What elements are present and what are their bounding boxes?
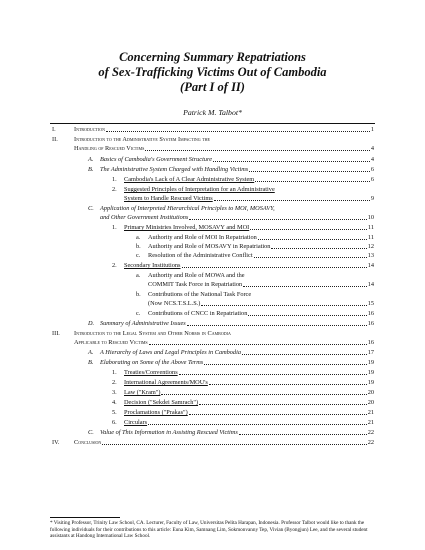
toc-text: Authority and Role of MOWA and the (148, 272, 245, 279)
toc-leader (248, 315, 366, 316)
toc-num: B. (88, 166, 94, 173)
toc-num: c. (136, 310, 141, 317)
toc-entry[interactable] (124, 419, 374, 427)
toc-num: II. (52, 136, 58, 143)
footnote: * Visiting Professor, Trinity Law School, CA. Lecturer, Faculty of Law, Universitas Pelita Harapan, Indonesia. Professor Talbot would like to thank the following individuals for their contributions to this article: Euna Kim, Samnang Lim, Sokmonvanny Tep, Vivian (Byongjun) Lee, and the several student assistants at Handong International Law School. (50, 520, 368, 540)
toc-num: 4. (112, 399, 117, 406)
toc-entry[interactable] (148, 310, 374, 318)
toc-num: c. (136, 252, 141, 259)
toc-leader (149, 344, 367, 345)
toc-leader (213, 161, 370, 162)
toc-num: A. (88, 349, 94, 356)
toc-text: Resolution of the Administrative Conflict (148, 252, 253, 259)
toc-entry[interactable] (74, 145, 374, 153)
toc-text: Authority and Role of MOI In Repatriation (148, 234, 257, 241)
toc-text: Proclamations ("Prakas") (124, 409, 188, 416)
toc-text: Introduction (74, 126, 105, 133)
toc-entry[interactable] (124, 409, 374, 417)
toc-entry[interactable] (148, 281, 374, 289)
toc-leader (102, 444, 366, 445)
toc-page: 9 (370, 195, 374, 202)
toc-page: 19 (367, 379, 374, 386)
toc-text: Authority and Role of MOSAVY in Repatriation (148, 243, 271, 250)
toc-page: 4 (370, 156, 374, 163)
toc-page: 11 (367, 234, 374, 241)
toc-num: a. (136, 234, 141, 241)
toc-leader (187, 325, 367, 326)
toc-leader (254, 257, 367, 258)
title-line-1: Concerning Summary Repatriations (119, 50, 306, 64)
toc-text: Summary of Administrative Issues (100, 320, 186, 327)
toc-entry[interactable] (100, 320, 374, 328)
toc-leader (271, 248, 366, 249)
toc-page: 15 (367, 300, 374, 307)
toc-page: 13 (367, 252, 374, 259)
toc-entry[interactable] (74, 126, 374, 134)
footnote-rule (50, 517, 120, 518)
toc-text: A Hierarchy of Laws and Legal Principles in Cambodia (100, 349, 241, 356)
toc-text-cont: and Other Government Institutions (100, 214, 189, 221)
toc-page: 16 (367, 310, 374, 317)
toc-entry[interactable] (124, 369, 374, 377)
toc-num: C. (88, 205, 94, 212)
toc-leader (106, 131, 370, 132)
toc-text: Treaties/Conventions (124, 369, 178, 376)
toc-page: 19 (367, 359, 374, 366)
toc-text: Contributions of the National Task Force (148, 291, 252, 298)
toc-page: 1 (370, 126, 374, 133)
toc-page: 14 (367, 281, 374, 288)
toc-entry[interactable] (100, 429, 374, 437)
toc-text-cont: (Now NCS.T.S.L.S.) (148, 300, 201, 307)
title-line-3: (Part I of II) (180, 80, 245, 94)
toc-leader (239, 434, 367, 435)
toc-num: 6. (112, 419, 117, 426)
toc-text-cont: COMMIT Task Force in Repatriation (148, 281, 243, 288)
toc-leader (243, 286, 367, 287)
toc-text: Decision ("Sekdei Samrach") (124, 399, 199, 406)
toc-leader (189, 414, 367, 415)
toc-text: Cambodia's Lack of A Clear Administrative System (124, 176, 255, 183)
toc-page: 21 (367, 409, 374, 416)
toc-entry[interactable] (124, 389, 374, 397)
toc-page: 16 (367, 320, 374, 327)
toc-text: Introduction to the Legal System and Other Norms in Cambodia (74, 330, 231, 337)
toc-num: 1. (112, 224, 117, 231)
toc-num: 1. (112, 369, 117, 376)
toc-leader (242, 354, 367, 355)
title-line-2: of Sex-Trafficking Victims Out of Cambodia (98, 65, 327, 79)
toc-text: Conclusion (74, 439, 102, 446)
toc-entry[interactable] (100, 349, 374, 357)
toc-text: The Administrative System Charged with Handling Victims (100, 166, 249, 173)
toc-num: III. (52, 330, 60, 337)
toc-leader (250, 229, 367, 230)
toc-page: 6 (370, 176, 374, 183)
toc-leader (145, 150, 369, 151)
toc-leader (189, 219, 366, 220)
toc-text-cont: System to Handle Rescued Victims (124, 195, 213, 202)
toc-text-cont: Applicable to Rescued Victims (74, 339, 148, 346)
toc-entry[interactable] (148, 300, 374, 308)
toc-leader (148, 424, 367, 425)
toc-text: Secondary Institutions (124, 262, 181, 269)
toc-entry[interactable] (74, 339, 374, 347)
toc-text: Primary Ministries Involved, MOSAVY and MOI (124, 224, 250, 231)
toc-text-cont: Handling of Rescued Victims (74, 145, 145, 152)
toc-entry[interactable] (124, 399, 374, 407)
toc-page: 4 (370, 145, 374, 152)
toc-text: Law ("Kram") (124, 389, 161, 396)
toc-entry[interactable] (100, 166, 374, 174)
toc-num: a. (136, 272, 141, 279)
toc-text: Basics of Cambodia's Government Structure (100, 156, 212, 163)
toc-page: 12 (367, 243, 374, 250)
toc-num: I. (52, 126, 56, 133)
toc-leader (209, 384, 367, 385)
toc-text: Circulars (124, 419, 148, 426)
toc-num: 1. (112, 176, 117, 183)
toc-page: 17 (367, 349, 374, 356)
toc-num: 2. (112, 186, 117, 193)
toc-page: 16 (367, 339, 374, 346)
toc-text: International Agreements/MOU's (124, 379, 208, 386)
toc-leader (249, 171, 370, 172)
toc-leader (258, 239, 367, 240)
toc-entry[interactable] (124, 262, 374, 270)
toc-page: 20 (367, 389, 374, 396)
toc-num: B. (88, 359, 94, 366)
toc-leader (255, 181, 370, 182)
toc-entry[interactable] (100, 359, 374, 367)
toc-num: 5. (112, 409, 117, 416)
toc-text: Application of Interpreted Hierarchical Principles to MOI, MOSAVY, (100, 205, 275, 212)
toc-entry[interactable] (124, 224, 374, 232)
toc-text: Contributions of CNCC in Repatriation (148, 310, 248, 317)
toc-page: 10 (367, 214, 374, 221)
toc-top-rule (50, 123, 375, 124)
toc-leader (201, 305, 366, 306)
toc-page: 22 (367, 439, 374, 446)
toc-leader (161, 394, 366, 395)
toc-page: 21 (367, 419, 374, 426)
toc-num: 2. (112, 379, 117, 386)
toc-num: b. (136, 291, 141, 298)
toc-leader (204, 364, 367, 365)
toc-leader (199, 404, 367, 405)
toc-entry[interactable] (100, 214, 374, 222)
toc-entry[interactable] (100, 156, 374, 164)
toc-page: 22 (367, 429, 374, 436)
toc-leader (214, 200, 370, 201)
toc-text: Value of This Information in Assisting Rescued Victims (100, 429, 238, 436)
toc-leader (182, 267, 367, 268)
author-name: Patrick M. Talbot* (183, 108, 242, 117)
toc-entry[interactable] (148, 243, 374, 251)
toc-page: 19 (367, 369, 374, 376)
toc-num: 3. (112, 389, 117, 396)
toc-num: 2. (112, 262, 117, 269)
toc-entry[interactable] (74, 439, 374, 447)
toc-entry[interactable] (124, 195, 374, 203)
toc-text: Introduction to the Administrative System Impacting the (74, 136, 211, 143)
toc-page: 6 (370, 166, 374, 173)
toc-text: Suggested Principles of Interpretation for an Administrative (124, 186, 275, 193)
toc-entry[interactable] (124, 176, 374, 184)
toc-num: b. (136, 243, 141, 250)
toc-page: 20 (367, 399, 374, 406)
toc-leader (179, 374, 367, 375)
toc-num: C. (88, 429, 94, 436)
toc-num: IV. (52, 439, 60, 446)
toc-num: D. (88, 320, 95, 327)
toc-entry[interactable] (148, 252, 374, 260)
toc-num: A. (88, 156, 94, 163)
toc-page: 11 (367, 224, 374, 231)
toc-entry[interactable] (148, 234, 374, 242)
toc-entry[interactable] (124, 379, 374, 387)
toc-page: 14 (367, 262, 374, 269)
toc-text: Elaborating on Some of the Above Terms (100, 359, 204, 366)
